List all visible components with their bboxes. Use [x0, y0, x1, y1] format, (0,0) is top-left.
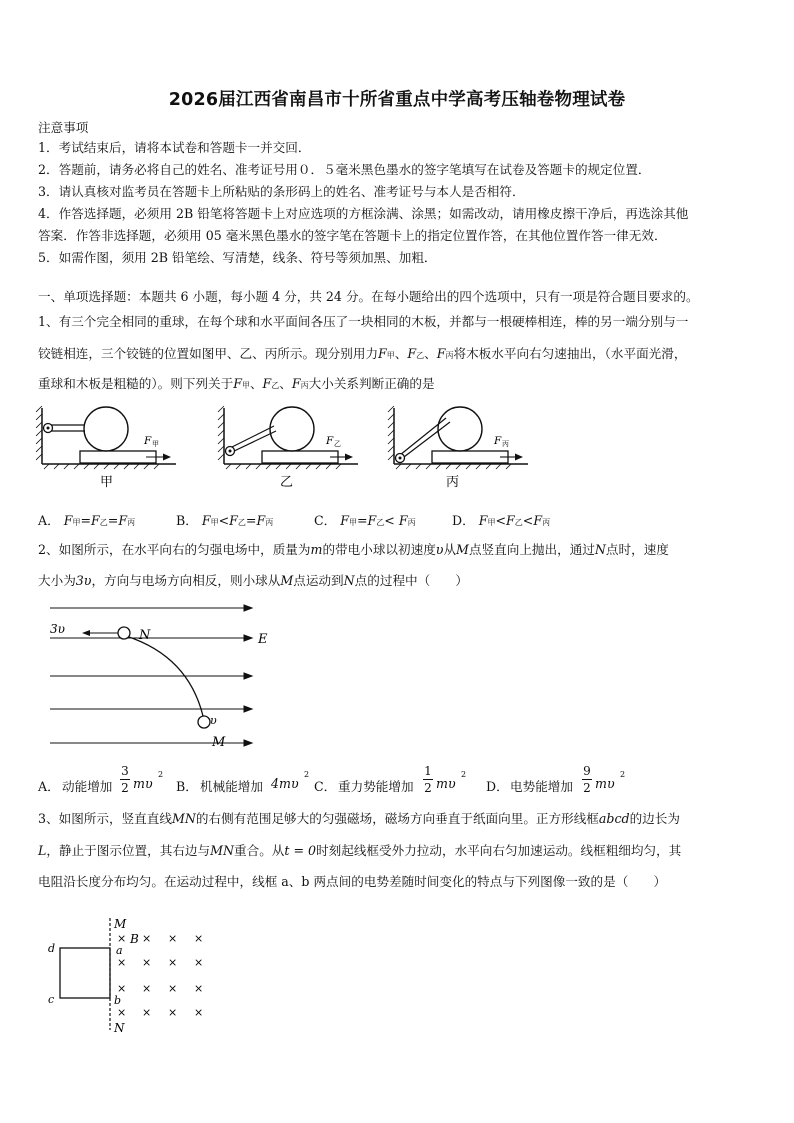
q1-fig-yi	[218, 406, 358, 490]
q2-line2: 大小为3υ，方向与电场方向相反，则小球从M点运动到N点的过程中（ ）	[38, 573, 469, 588]
q1-option-a: A． F甲=F乙=F丙	[38, 513, 136, 528]
svg-text:M: M	[114, 917, 127, 931]
notice-item-4-cont: 答案．作答非选择题，必须用 05 毫米黑色墨水的签字笔在答题卡上的指定位置作答，在其他位置作答一律无效．	[38, 228, 667, 243]
q1-fig-label-yi: 乙	[280, 475, 294, 490]
svg-text:×: ×	[117, 1006, 127, 1019]
q3-line2: L，静止于图示位置，其右边与MN重合。从t = 0时刻起线框受外力拉动，水平向右匀加速运动。线框粗细均匀，其	[38, 843, 682, 858]
q1-fig-label-bing: 丙	[446, 475, 460, 490]
svg-text:×: ×	[168, 932, 178, 945]
svg-text:F: F	[144, 435, 152, 447]
q3-line3: 电阻沿长度分布均匀。在运动过程中，线框 a、b 两点间的电势差随时间变化的特点与下列图像一致的是（ ）	[38, 874, 667, 889]
svg-text:丙: 丙	[502, 440, 509, 448]
notice-item-3: 3．请认真核对监考员在答题卡上所粘贴的条形码上的姓名、准考证号与本人是否相符．	[38, 184, 525, 199]
notice-item-4: 4．作答选择题，必须用 2B 铅笔将答题卡上对应选项的方框涂满、涂黑；如需改动，请用橡皮擦干净后，再选涂其他	[38, 206, 689, 221]
q3-line1: 3、如图所示，竖直直线MN的右侧有范围足够大的匀强磁场，磁场方向垂直于纸面向里。正方形线框abcd的边长为	[38, 811, 680, 826]
q1-line3: 重球和木板是粗糙的）。则下列关于F甲、F乙、F丙大小关系判断正确的是	[38, 376, 435, 391]
q1-figure	[36, 398, 536, 493]
svg-text:×: ×	[117, 982, 127, 995]
svg-text:×: ×	[194, 932, 204, 945]
svg-text:E: E	[258, 632, 268, 647]
svg-text:c: c	[48, 993, 55, 1006]
q1-fig-bing	[388, 406, 528, 490]
svg-text:×: ×	[142, 1006, 152, 1019]
svg-text:×: ×	[142, 932, 152, 945]
svg-text:N: N	[114, 1021, 125, 1035]
svg-text:×: ×	[168, 982, 178, 995]
q1-line1: 1、有三个完全相同的重球，在每个球和水平面间各压了一块相同的木板，并都与一根硬棒相连，棒的另一端分别与一	[38, 314, 689, 329]
svg-text:×: ×	[194, 956, 204, 969]
notice-item-5: 5．如需作图，须用 2B 铅笔绘、写清楚，线条、符号等须加黑、加粗．	[38, 250, 437, 265]
svg-text:×: ×	[117, 956, 127, 969]
svg-text:3υ: 3υ	[50, 622, 65, 636]
svg-text:×: ×	[168, 956, 178, 969]
svg-text:甲: 甲	[152, 440, 159, 448]
section-heading: 一、单项选择题：本题共 6 小题，每小题 4 分，共 24 分。在每小题给出的四个选项中，只有一项是符合题目要求的。	[38, 289, 699, 304]
svg-text:×: ×	[194, 1006, 204, 1019]
svg-text:υ: υ	[210, 714, 217, 727]
q3-figure	[44, 912, 224, 1036]
svg-text:B: B	[130, 932, 139, 946]
svg-text:N: N	[139, 628, 151, 643]
q1-fig-jia	[36, 406, 176, 490]
svg-text:×: ×	[117, 932, 127, 945]
page-title: 2026届江西省南昌市十所省重点中学高考压轴卷物理试卷	[168, 90, 626, 110]
q1-line2: 铰链相连，三个铰链的位置如图甲、乙、丙所示。现分别用力F甲、F乙、F丙将木板水平向右匀速抽出，（水平面光滑，	[38, 346, 687, 361]
svg-text:F: F	[326, 435, 334, 447]
notice-heading: 注意事项	[38, 120, 89, 135]
svg-text:b: b	[114, 994, 122, 1007]
notice-item-1: 1．考试结束后，请将本试卷和答题卡一并交回．	[38, 140, 311, 155]
svg-text:d: d	[48, 942, 56, 955]
svg-text:F: F	[494, 435, 502, 447]
notice-item-2: 2．答题前，请务必将自己的姓名、准考证号用０．５毫米黑色墨水的签字笔填写在试卷及答题卡的规定位置．	[38, 162, 651, 177]
svg-text:×: ×	[142, 956, 152, 969]
svg-text:×: ×	[142, 982, 152, 995]
q1-option-d: D． F甲<F乙<F丙	[452, 513, 551, 528]
svg-text:乙: 乙	[334, 440, 341, 448]
svg-text:×: ×	[194, 982, 204, 995]
svg-text:a: a	[116, 944, 123, 957]
q1-fig-label-jia: 甲	[100, 475, 114, 490]
svg-text:×: ×	[168, 1006, 178, 1019]
q2-line1: 2、如图所示，在水平向右的匀强电场中，质量为m的带电小球以初速度υ从M点竖直向上抛出，通过N点时，速度	[38, 542, 669, 557]
q1-option-b: B． F甲<F乙=F丙	[176, 513, 274, 528]
q1-option-c: C． F甲=F乙< F丙	[314, 513, 416, 528]
q2-figure	[38, 596, 288, 754]
svg-text:M: M	[212, 735, 226, 750]
